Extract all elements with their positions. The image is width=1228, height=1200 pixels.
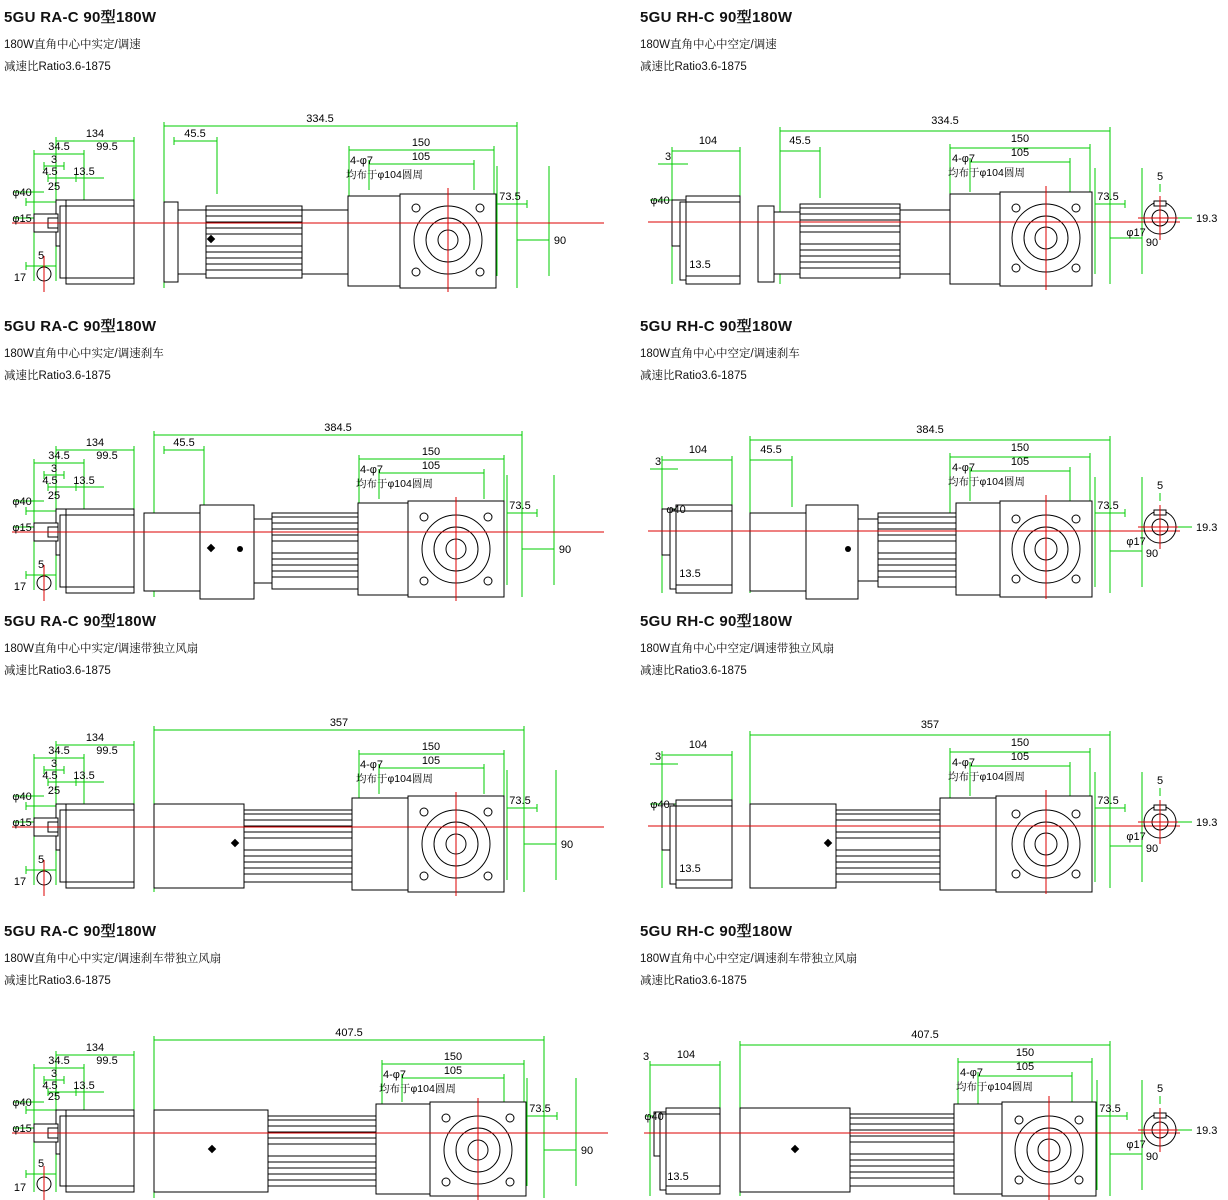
dim-total-length: 334.5 — [931, 115, 959, 127]
dim-shaft-dia1: φ40 — [650, 195, 670, 207]
panel-subtitle: 180W直角中心中实定/调速带独立风扇 — [4, 643, 199, 655]
panel-title: 5GU RA-C 90型180W — [4, 613, 157, 630]
dim-a: 34.5 — [48, 745, 70, 757]
panel-subtitle: 180W直角中心中实定/调速 — [4, 39, 141, 51]
dim-c: 3 — [50, 1068, 58, 1080]
bolt-note-2: 均布于φ104圆周 — [356, 478, 433, 490]
panel-ratio: 减速比Ratio3.6-1875 — [4, 665, 111, 677]
panel-subtitle: 180W直角中心中空定/调速刹车带独立风扇 — [640, 953, 858, 965]
drawing-ra-c-2 — [4, 415, 614, 605]
dim-total-length: 384.5 — [916, 424, 944, 436]
drawing-ra-c-3 — [4, 710, 614, 900]
drawing-rh-c-1 — [640, 106, 1228, 296]
dim-j: 90 — [580, 1145, 594, 1157]
dim-i: 73.5 — [499, 191, 521, 203]
panel-title: 5GU RA-C 90型180W — [4, 923, 157, 940]
dim-f: 45.5 — [789, 135, 811, 147]
dim-motor-len: 104 — [688, 444, 708, 456]
panel-ra-c-4 — [4, 920, 614, 1200]
panel-title: 5GU RA-C 90型180W — [4, 318, 157, 335]
dim-shaft-len: 25 — [47, 490, 61, 502]
endview-right: 19.3 — [1196, 817, 1218, 829]
endview-label: φ17 — [1126, 1139, 1146, 1151]
bolt-note-2: 均布于φ104圆周 — [948, 476, 1025, 488]
panel-rh-c-2 — [640, 315, 1228, 605]
panel-ratio: 减速比Ratio3.6-1875 — [4, 370, 111, 382]
dim-g: 150 — [421, 741, 441, 753]
dim-j: 90 — [1145, 1151, 1159, 1163]
bolt-note-2: 均布于φ104圆周 — [379, 1083, 456, 1095]
dim-j: 90 — [560, 839, 574, 851]
endview-top: 5 — [1156, 171, 1164, 183]
dim-e: 13.5 — [689, 259, 711, 271]
endview-top: 5 — [1156, 480, 1164, 492]
dim-j: 90 — [558, 544, 572, 556]
dim-key-w: 17 — [13, 581, 27, 593]
panel-subtitle: 180W直角中心中实定/调速刹车带独立风扇 — [4, 953, 222, 965]
bolt-note-1: 4-φ7 — [350, 155, 374, 167]
drawing-ra-c-4 — [4, 1020, 614, 1200]
dim-motor-len: 104 — [698, 135, 718, 147]
panel-ratio: 减速比Ratio3.6-1875 — [4, 61, 111, 73]
bolt-note-1: 4-φ7 — [360, 759, 384, 771]
dim-motor-len: 134 — [85, 437, 105, 449]
endview-label: φ17 — [1126, 536, 1146, 548]
bolt-note-2: 均布于φ104圆周 — [948, 167, 1025, 179]
dim-a: 34.5 — [48, 141, 70, 153]
dim-shaft-dia1: φ40 — [650, 799, 670, 811]
dim-h: 105 — [1010, 147, 1030, 159]
dim-shaft-dia2: φ15 — [12, 213, 32, 225]
dim-c: 3 — [654, 456, 662, 468]
dim-b: 99.5 — [96, 1055, 118, 1067]
panel-title: 5GU RA-C 90型180W — [4, 9, 157, 26]
panel-title: 5GU RH-C 90型180W — [640, 613, 793, 630]
panel-ratio: 减速比Ratio3.6-1875 — [4, 975, 111, 987]
dim-shaft-dia1: φ40 — [12, 496, 32, 508]
panel-subtitle: 180W直角中心中实定/调速刹车 — [4, 348, 164, 360]
panel-subtitle: 180W直角中心中空定/调速 — [640, 39, 777, 51]
dim-motor-len: 104 — [676, 1049, 696, 1061]
dim-j: 90 — [1145, 843, 1159, 855]
dim-d: 4.5 — [42, 166, 58, 178]
dim-shaft-dia2: φ15 — [12, 1123, 32, 1135]
dim-j: 90 — [1145, 548, 1159, 560]
dim-e: 13.5 — [73, 770, 95, 782]
dim-total-length: 357 — [329, 717, 349, 729]
dim-shaft-dia1: φ40 — [12, 1097, 32, 1109]
dim-key-w: 17 — [13, 272, 27, 284]
panel-rh-c-1 — [640, 6, 1228, 296]
dim-b: 99.5 — [96, 450, 118, 462]
dim-c: 3 — [50, 758, 58, 770]
dim-j: 90 — [553, 235, 567, 247]
dim-motor-len: 134 — [85, 732, 105, 744]
dim-e: 13.5 — [679, 568, 701, 580]
bolt-note-2: 均布于φ104圆周 — [356, 773, 433, 785]
dim-h: 105 — [443, 1065, 463, 1077]
bolt-note-1: 4-φ7 — [960, 1067, 984, 1079]
drawing-rh-c-3 — [640, 710, 1228, 900]
dim-total-length: 407.5 — [335, 1027, 363, 1039]
dim-motor-len: 134 — [85, 1042, 105, 1054]
bolt-note-1: 4-φ7 — [952, 757, 976, 769]
dim-shaft-dia2: φ15 — [12, 522, 32, 534]
dim-h: 105 — [421, 755, 441, 767]
dim-c: 3 — [50, 154, 58, 166]
dim-d: 4.5 — [42, 770, 58, 782]
dim-h: 105 — [421, 460, 441, 472]
dim-total-length: 407.5 — [911, 1029, 939, 1041]
panel-ra-c-3 — [4, 610, 614, 900]
dim-d: 4.5 — [42, 1080, 58, 1092]
panel-rh-c-4 — [640, 920, 1228, 1200]
dim-f: 45.5 — [173, 437, 195, 449]
dim-g: 150 — [1010, 133, 1030, 145]
drawing-rh-c-4 — [640, 1020, 1228, 1200]
dim-e: 13.5 — [73, 166, 95, 178]
dim-shaft-dia1: φ40 — [12, 187, 32, 199]
bolt-note-1: 4-φ7 — [383, 1069, 407, 1081]
dim-h: 105 — [1015, 1061, 1035, 1073]
dim-shaft-dia1: φ40 — [666, 504, 686, 516]
dim-i: 73.5 — [509, 795, 531, 807]
dim-key: 5 — [37, 854, 45, 866]
dim-h: 105 — [1010, 751, 1030, 763]
dim-e: 13.5 — [667, 1171, 689, 1183]
dim-i: 73.5 — [1097, 191, 1119, 203]
dim-b: 99.5 — [96, 141, 118, 153]
drawing-rh-c-2 — [640, 415, 1228, 605]
panel-title: 5GU RH-C 90型180W — [640, 923, 793, 940]
dim-shaft-len: 25 — [47, 785, 61, 797]
dim-c: 3 — [654, 751, 662, 763]
dim-total-length: 357 — [920, 719, 940, 731]
dim-h: 105 — [411, 151, 431, 163]
dim-c: 3 — [50, 463, 58, 475]
dim-b: 99.5 — [96, 745, 118, 757]
dim-e: 13.5 — [73, 1080, 95, 1092]
dim-i: 73.5 — [1097, 795, 1119, 807]
panel-ra-c-2 — [4, 315, 614, 605]
dim-key: 5 — [37, 559, 45, 571]
dim-h: 105 — [1010, 456, 1030, 468]
dim-j: 90 — [1145, 237, 1159, 249]
dim-g: 150 — [421, 446, 441, 458]
dim-f: 45.5 — [760, 444, 782, 456]
panel-ratio: 减速比Ratio3.6-1875 — [640, 370, 747, 382]
dim-g: 150 — [443, 1051, 463, 1063]
panel-ra-c-1 — [4, 6, 614, 296]
panel-title: 5GU RH-C 90型180W — [640, 318, 793, 335]
endview-label: φ17 — [1126, 831, 1146, 843]
dim-key-w: 17 — [13, 1182, 27, 1194]
dim-motor-len: 134 — [85, 128, 105, 140]
dim-g: 150 — [411, 137, 431, 149]
panel-ratio: 减速比Ratio3.6-1875 — [640, 975, 747, 987]
dim-total-length: 384.5 — [324, 422, 352, 434]
dim-key-w: 17 — [13, 876, 27, 888]
dim-i: 73.5 — [509, 500, 531, 512]
bolt-note-1: 4-φ7 — [952, 462, 976, 474]
bolt-note-2: 均布于φ104圆周 — [956, 1081, 1033, 1093]
dim-f: 45.5 — [184, 128, 206, 140]
dim-shaft-dia1: φ40 — [12, 791, 32, 803]
panel-ratio: 减速比Ratio3.6-1875 — [640, 665, 747, 677]
panel-subtitle: 180W直角中心中空定/调速带独立风扇 — [640, 643, 835, 655]
panel-subtitle: 180W直角中心中空定/调速刹车 — [640, 348, 800, 360]
dim-g: 150 — [1010, 442, 1030, 454]
dim-key: 5 — [37, 250, 45, 262]
endview-top: 5 — [1156, 775, 1164, 787]
bolt-note-1: 4-φ7 — [952, 153, 976, 165]
panel-rh-c-3 — [640, 610, 1228, 900]
endview-right: 19.3 — [1196, 1125, 1218, 1137]
dim-e: 13.5 — [679, 863, 701, 875]
dim-key: 5 — [37, 1158, 45, 1170]
bolt-note-2: 均布于φ104圆周 — [346, 169, 423, 181]
dim-g: 150 — [1015, 1047, 1035, 1059]
dim-d: 4.5 — [42, 475, 58, 487]
dim-i: 73.5 — [529, 1103, 551, 1115]
dim-total-length: 334.5 — [306, 113, 334, 125]
dim-motor-len: 104 — [688, 739, 708, 751]
dim-shaft-len: 25 — [47, 181, 61, 193]
dim-c: 3 — [642, 1051, 650, 1063]
endview-label: φ17 — [1126, 227, 1146, 239]
bolt-note-1: 4-φ7 — [360, 464, 384, 476]
dim-a: 34.5 — [48, 1055, 70, 1067]
panel-title: 5GU RH-C 90型180W — [640, 9, 793, 26]
dim-c: 3 — [664, 151, 672, 163]
dim-e: 13.5 — [73, 475, 95, 487]
dim-i: 73.5 — [1097, 500, 1119, 512]
endview-right: 19.3 — [1196, 522, 1218, 534]
dim-shaft-dia1: φ40 — [644, 1111, 664, 1123]
dim-shaft-dia2: φ15 — [12, 817, 32, 829]
drawing-ra-c-1 — [4, 106, 614, 296]
panel-ratio: 减速比Ratio3.6-1875 — [640, 61, 747, 73]
endview-top: 5 — [1156, 1083, 1164, 1095]
dim-a: 34.5 — [48, 450, 70, 462]
bolt-note-2: 均布于φ104圆周 — [948, 771, 1025, 783]
dim-shaft-len: 25 — [47, 1091, 61, 1103]
dim-i: 73.5 — [1099, 1103, 1121, 1115]
dim-g: 150 — [1010, 737, 1030, 749]
endview-right: 19.3 — [1196, 213, 1218, 225]
